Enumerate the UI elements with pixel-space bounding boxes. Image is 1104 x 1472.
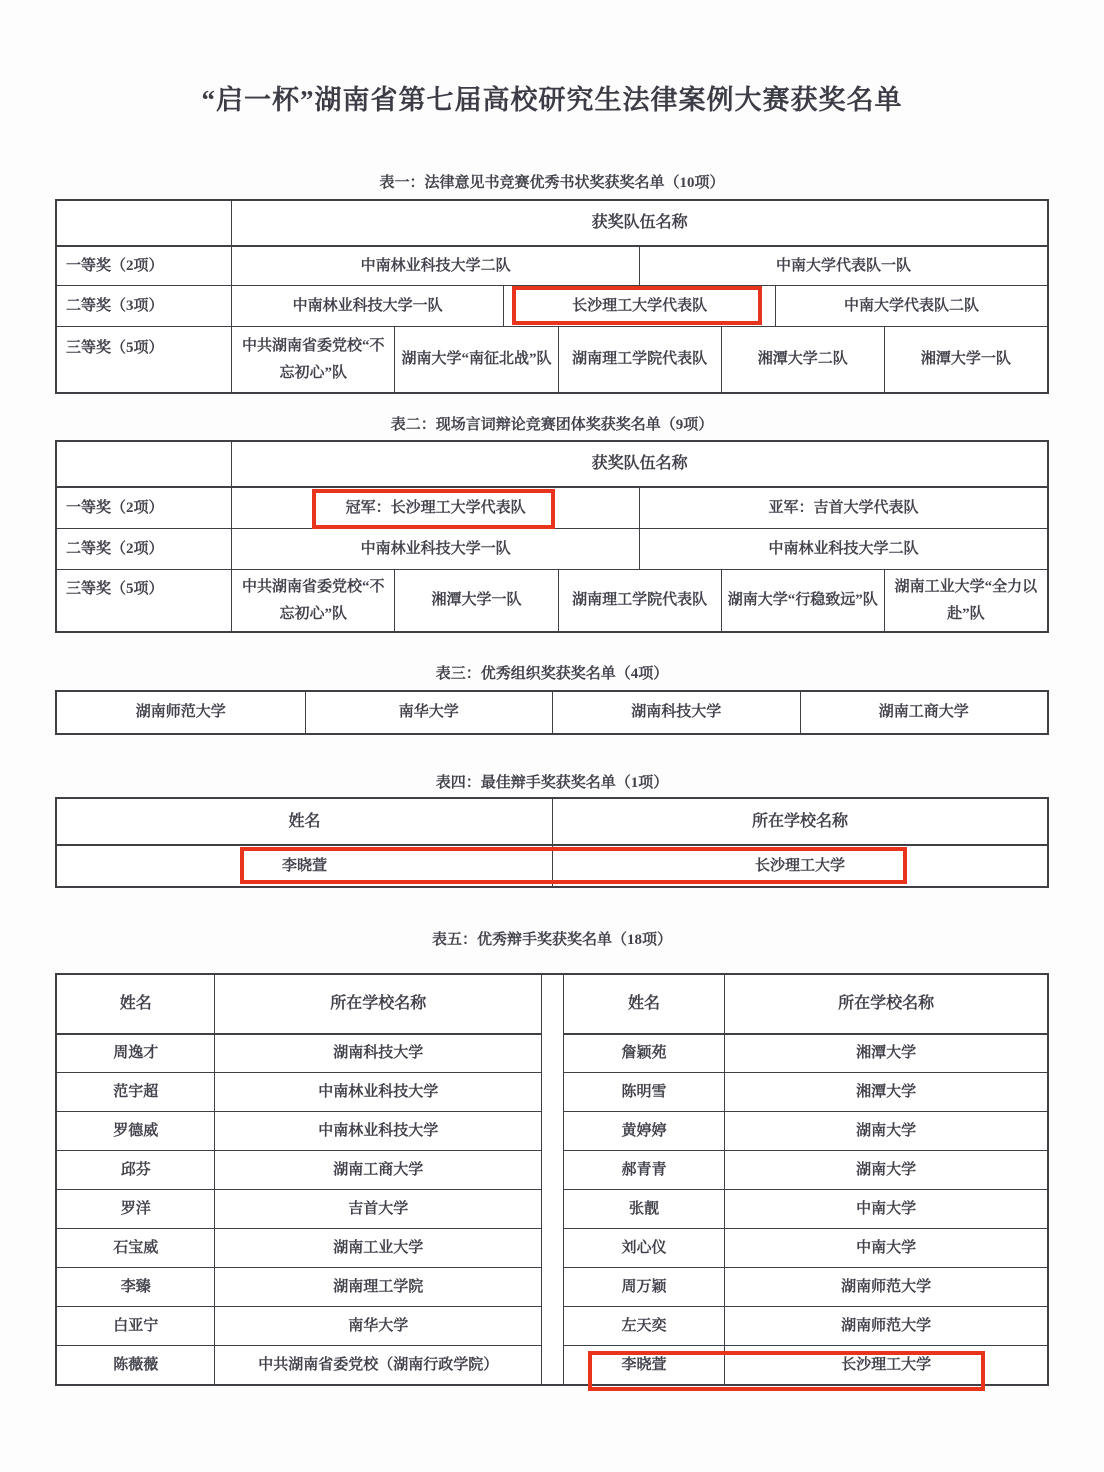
school-cell: 吉首大学 [214,1189,541,1228]
school-cell: 湖南大学 [724,1111,1047,1150]
name-header-cell: 姓名 [119,995,152,1012]
spacer-cell [541,1267,564,1306]
table3-caption: 表三：优秀组织奖获奖名单（4项） [435,666,669,682]
school-cell-highlighted: 长沙理工大学 [724,1345,1047,1384]
table3 [55,690,1049,735]
table2-header-cell: 获奖队伍名称 [231,442,1047,486]
school-header-cell: 所在学校名称 [724,975,1047,1033]
name-cell: 陈薇薇 [57,1345,214,1384]
team-cell: 中南大学代表队一队 [639,245,1047,285]
school-header-cell: 所在学校名称 [214,975,541,1033]
school-header-cell: 所在学校名称 [552,799,1047,844]
team-cell: 中南林业科技大学一队 [231,285,503,326]
team-cell: 中南林业科技大学二队 [639,528,1047,569]
table4 [55,797,1049,888]
team-cell: 湖南大学“行稳致远”队 [721,569,884,631]
page-title: “启一杯”湖南省第七届高校研究生法律案例大赛获奖名单 [201,85,903,115]
school-cell: 湖南科技大学 [552,692,800,733]
team-cell: 亚军：吉首大学代表队 [639,486,1047,528]
school-cell: 中南林业科技大学 [214,1111,541,1150]
school-cell: 湖南工商大学 [214,1150,541,1189]
spacer-cell [541,1345,564,1384]
table-row [57,1345,1047,1384]
table-row [57,1033,1047,1072]
table1-caption: 表一：法律意见书竞赛优秀书状奖获奖名单（10项） [379,175,725,191]
team-cell: 湖南大学“南征北战”队 [394,326,557,392]
name-cell: 李臻 [57,1267,214,1306]
school-cell: 中南林业科技大学 [214,1072,541,1111]
team-cell: 中南大学代表队二队 [775,285,1047,326]
school-cell: 南华大学 [214,1306,541,1345]
team-cell-highlighted: 长沙理工大学代表队 [503,285,775,326]
name-header-cell: 姓名 [288,812,321,830]
table-row [57,1150,1047,1189]
team-cell: 湘潭大学一队 [884,326,1047,392]
school-cell: 湘潭大学 [724,1072,1047,1111]
award-label-cell: 一等奖（2项） [57,486,231,528]
name-cell: 郝青青 [564,1150,724,1189]
name-cell-highlighted: 李晓萱 [57,844,552,886]
table-row [57,1228,1047,1267]
team-cell: 湖南理工学院代表队 [558,569,721,631]
table2-corner-cell [57,442,231,486]
table4-header-row [57,799,1047,844]
team-cell-highlighted: 冠军：长沙理工大学代表队 [231,486,639,528]
name-header-cell: 姓名 [628,995,661,1012]
team-cell: 湖南理工学院代表队 [558,326,721,392]
spacer-cell [541,1111,564,1150]
name-cell: 罗洋 [57,1189,214,1228]
spacer-cell [541,1306,564,1345]
table-row [57,245,1047,285]
table-row [57,1189,1047,1228]
name-cell: 周万颖 [564,1267,724,1306]
name-cell: 白亚宁 [57,1306,214,1345]
table-row [57,486,1047,528]
name-cell: 詹颖苑 [564,1033,724,1072]
spacer-cell [541,1189,564,1228]
table2 [55,440,1049,633]
table-row [57,528,1047,569]
school-cell: 湖南师范大学 [135,704,226,721]
table-row [57,1306,1047,1345]
table-row [57,285,1047,326]
award-label-cell: 三等奖（5项） [57,569,231,631]
table-row [57,326,1047,392]
spacer-cell [541,1228,564,1267]
table1-header-cell: 获奖队伍名称 [231,201,1047,245]
name-cell: 邱芬 [57,1150,214,1189]
table2-caption: 表二：现场言词辩论竞赛团体奖获奖名单（9项） [390,417,714,433]
school-cell: 湖南师范大学 [724,1306,1047,1345]
spacer-cell [541,975,564,1033]
spacer-cell [541,1033,564,1072]
school-cell-highlighted: 长沙理工大学 [552,844,1047,886]
team-cell: 中共湖南省委党校“不忘初心”队 [231,326,394,392]
award-label-cell: 二等奖（3项） [57,285,231,326]
table4-caption: 表四：最佳辩手奖获奖名单（1项） [435,775,669,791]
school-cell: 湖南工业大学 [214,1228,541,1267]
table1 [55,199,1049,394]
team-cell: 湘潭大学一队 [394,569,557,631]
award-label-cell: 一等奖（2项） [57,245,231,285]
table-row [57,1111,1047,1150]
school-cell: 湖南理工学院 [214,1267,541,1306]
table5-caption: 表五：优秀辩手奖获奖名单（18项） [431,932,672,948]
document-content [55,171,1049,1386]
school-cell: 湖南大学 [724,1150,1047,1189]
team-cell: 湘潭大学二队 [721,326,884,392]
team-cell: 中共湖南省委党校“不忘初心”队 [231,569,394,631]
name-cell: 张靓 [564,1189,724,1228]
name-cell: 黄婷婷 [564,1111,724,1150]
table-row [57,844,1047,886]
table1-header-row [57,201,1047,245]
name-cell: 左天奕 [564,1306,724,1345]
school-cell: 中南大学 [724,1189,1047,1228]
school-cell: 湖南工商大学 [800,692,1048,733]
award-label-cell: 二等奖（2项） [57,528,231,569]
school-cell: 南华大学 [305,692,553,733]
table5-header-row [57,975,1047,1033]
team-cell: 中南林业科技大学一队 [231,528,639,569]
name-cell: 周逸才 [57,1033,214,1072]
school-cell: 湖南科技大学 [214,1033,541,1072]
school-cell: 中南大学 [724,1228,1047,1267]
table5 [55,973,1049,1386]
name-cell: 罗德威 [57,1111,214,1150]
team-cell: 湖南工业大学“全力以赴”队 [884,569,1047,631]
table-row [57,1267,1047,1306]
name-cell: 范宇超 [57,1072,214,1111]
table-row [57,692,1047,733]
table2-header-row [57,442,1047,486]
name-cell: 刘心仪 [564,1228,724,1267]
table1-corner-cell [57,201,231,245]
team-cell: 中南林业科技大学二队 [231,245,639,285]
name-cell: 石宝威 [57,1228,214,1267]
school-cell: 中共湖南省委党校（湖南行政学院） [214,1345,541,1384]
spacer-cell [541,1150,564,1189]
spacer-cell [541,1072,564,1111]
award-label-cell: 三等奖（5项） [57,326,231,392]
school-cell: 湖南师范大学 [724,1267,1047,1306]
name-cell: 陈明雪 [564,1072,724,1111]
table-row [57,569,1047,631]
name-cell-highlighted: 李晓萱 [564,1345,724,1384]
school-cell: 湘潭大学 [724,1033,1047,1072]
table-row [57,1072,1047,1111]
